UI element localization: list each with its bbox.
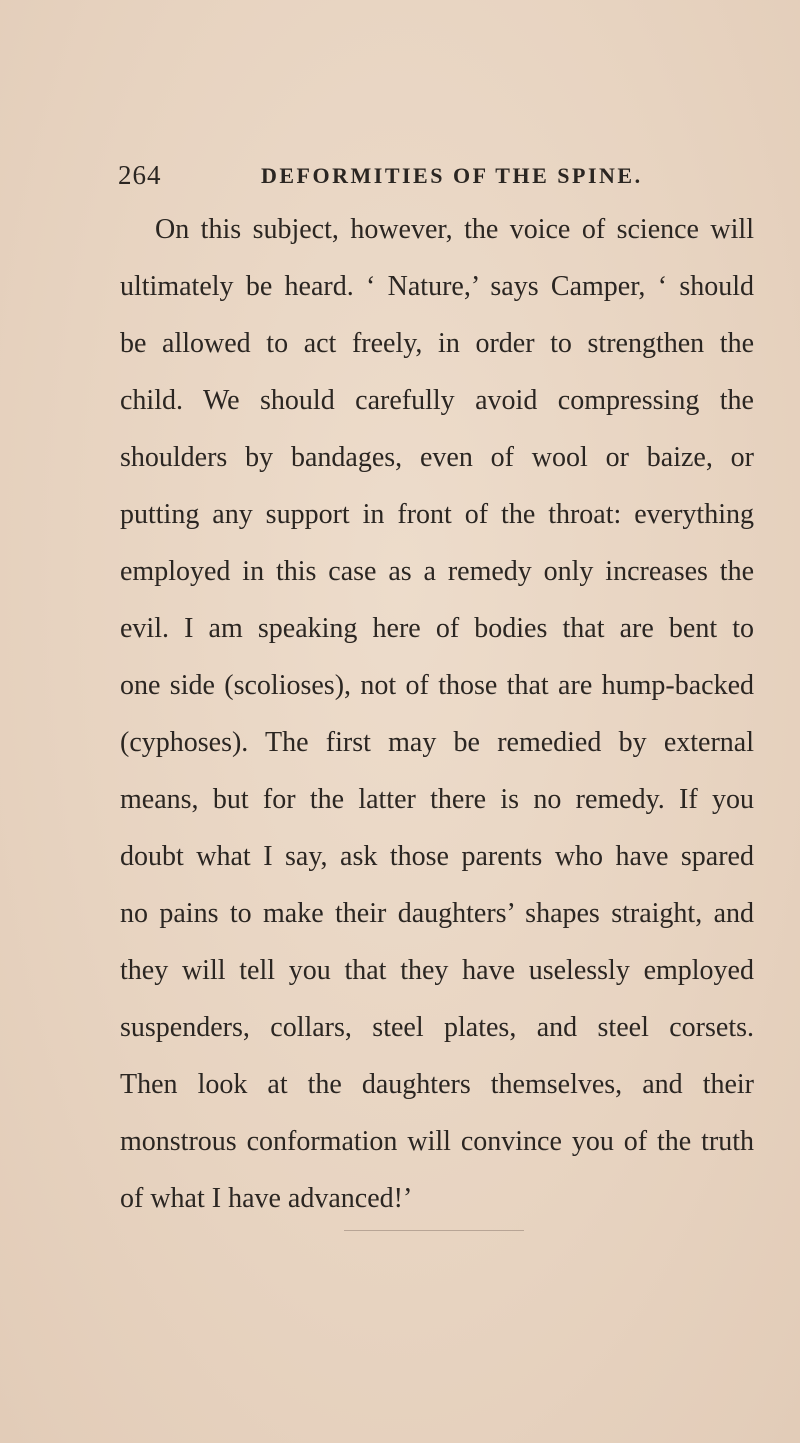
text-line: be allowed to act freely, in order to strengthen the bbox=[120, 328, 754, 359]
section-divider bbox=[344, 1230, 524, 1231]
text-line: means, but for the latter there is no remedy. If you bbox=[120, 784, 754, 815]
text-line: one side (scolioses), not of those that are hump-backed bbox=[120, 670, 754, 701]
text-line: doubt what I say, ask those parents who have spared bbox=[120, 841, 754, 872]
running-head-title: DEFORMITIES OF THE SPINE. bbox=[261, 163, 643, 188]
text-line: putting any support in front of the throat: everything bbox=[120, 499, 754, 530]
text-line: On this subject, however, the voice of science will bbox=[155, 214, 754, 245]
text-line: (cyphoses). The first may be remedied by external bbox=[120, 727, 754, 758]
text-line: no pains to make their daughters’ shapes straight, and bbox=[120, 898, 754, 929]
running-head bbox=[118, 160, 758, 200]
text-line: suspenders, collars, steel plates, and steel corsets. bbox=[120, 1012, 754, 1043]
text-line: Then look at the daughters themselves, and their bbox=[120, 1069, 754, 1100]
text-line: of what I have advanced!’ bbox=[120, 1183, 413, 1214]
text-line: ultimately be heard. ‘ Nature,’ says Camper, ‘ should bbox=[120, 271, 754, 302]
page-number: 264 bbox=[118, 160, 162, 190]
text-line: shoulders by bandages, even of wool or baize, or bbox=[120, 442, 754, 473]
text-line: employed in this case as a remedy only increases the bbox=[120, 556, 754, 587]
text-line: evil. I am speaking here of bodies that are bent to bbox=[120, 613, 754, 644]
text-line: monstrous conformation will convince you of the truth bbox=[120, 1126, 754, 1157]
text-line: they will tell you that they have uselessly employed bbox=[120, 955, 754, 986]
text-line: child. We should carefully avoid compressing the bbox=[120, 385, 754, 416]
